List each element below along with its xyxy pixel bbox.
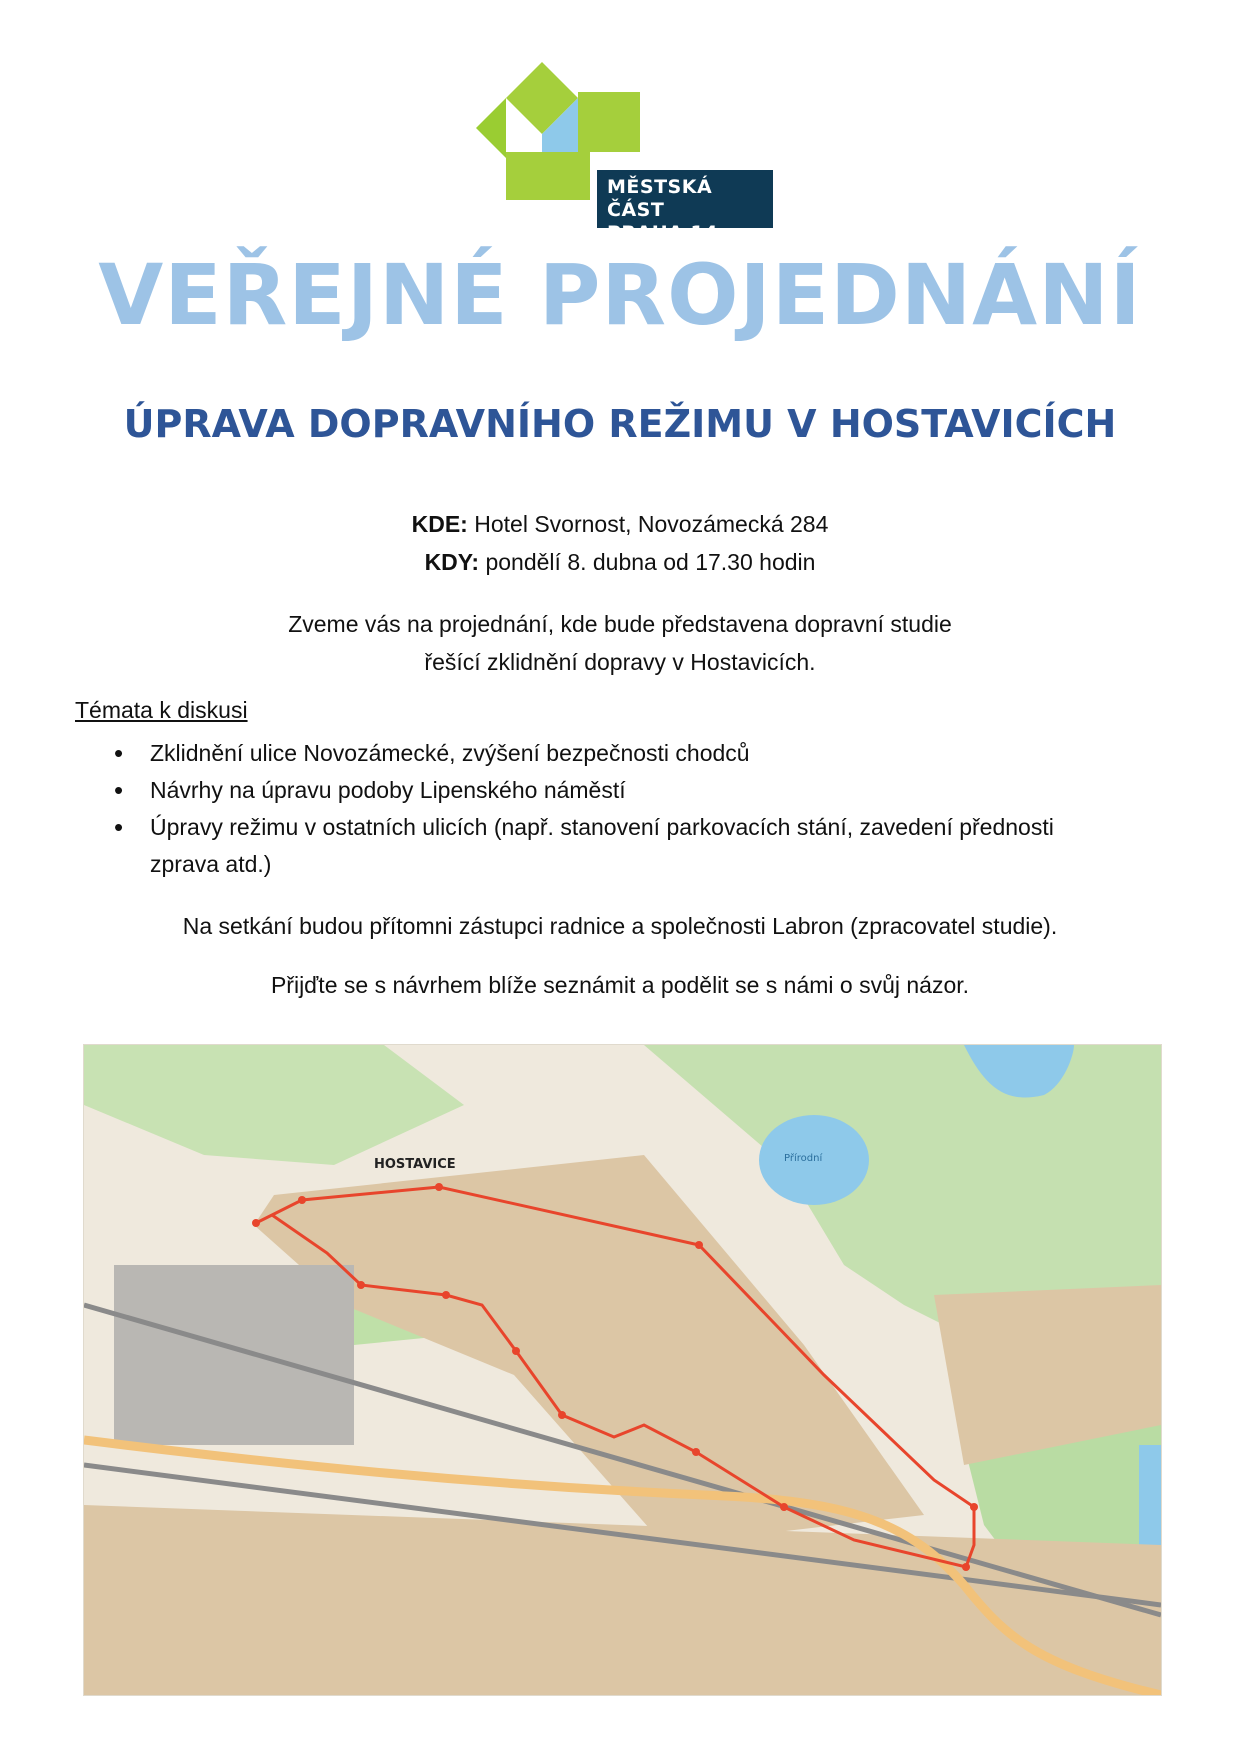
logo-line1: MĚSTSKÁ ČÁST (607, 176, 713, 221)
topics-list (110, 735, 1110, 883)
where-label: KDE: (411, 511, 468, 537)
invite-line2: řešící zklidnění dopravy v Hostavicích. (424, 649, 816, 675)
invite-line1: Zveme vás na projednání, kde bude představena dopravní studie (288, 611, 952, 637)
where-line (0, 505, 1240, 543)
topic-item: • Zklidnění ulice Novozámecké, zvýšení bezpečnosti chodců (110, 735, 1110, 772)
invitation-text (0, 605, 1240, 681)
event-info (0, 505, 1240, 581)
map-place-label: HOSTAVICE (374, 1157, 456, 1172)
map-graphic (84, 1045, 1161, 1695)
where-value: Hotel Svornost, Novozámecká 284 (474, 511, 829, 537)
park-area (84, 1045, 464, 1165)
page-title: VEŘEJNÉ PROJEDNÁNÍ (98, 246, 1142, 344)
when-line (0, 543, 1240, 581)
topic-item: • Návrhy na úpravu podoby Lipenského náměstí (110, 772, 1110, 809)
page-subtitle: ÚPRAVA DOPRAVNÍHO REŽIMU V HOSTAVICÍCH (123, 402, 1117, 446)
industrial-area (114, 1265, 354, 1445)
topic-item: • Úpravy režimu v ostatních ulicích (např. stanovení parkovacích stání, zavedení přednosti zprava atd.) (110, 809, 1110, 883)
when-value: pondělí 8. dubna od 17.30 hodin (485, 549, 816, 575)
attendees-note: Na setkání budou přítomni zástupci radnice a společnosti Labron (zpracovatel studie). (182, 913, 1058, 939)
map-lake-label: Přírodní (784, 1153, 823, 1164)
route-map (83, 1044, 1162, 1696)
topics-heading: Témata k diskusi (75, 697, 248, 723)
call-to-action: Přijďte se s návrhem blíže seznámit a podělit se s námi o svůj názor. (270, 972, 970, 998)
logo-line2: PRAHA 14 (607, 222, 718, 244)
when-label: KDY: (424, 549, 480, 575)
logo-text (597, 170, 773, 244)
